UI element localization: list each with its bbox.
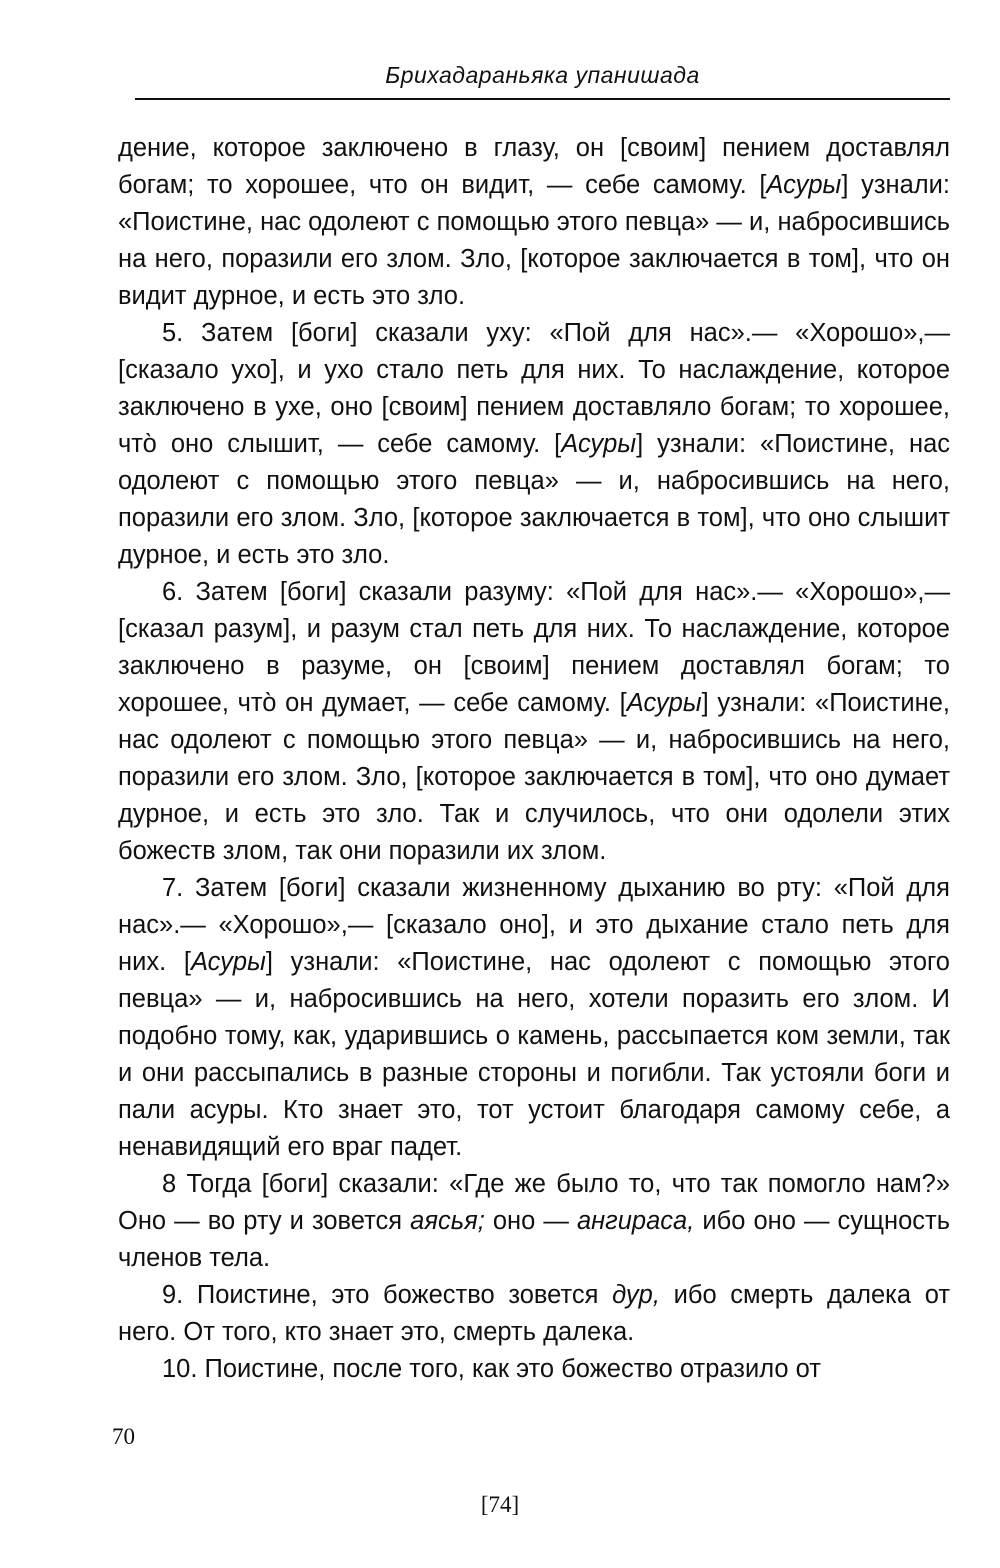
paragraph-8: 8 Тогда [боги] сказали: «Где же было то, что так помогло нам?» Оно — во рту и зовется аясья; оно — ангираса, ибо оно — сущность членов тела. [118, 1170, 951, 1272]
paragraph-6: 6. Затем [боги] сказали разуму: «Пой для нас».— «Хорошо»,— [сказал разум], и разум стал петь для них. То наслаждение, которое заключено в разуме, он [своим] пением доставлял богам; то хорошее, что̀ он думает, — себе самому. [Асуры] узнали: «Поистине, нас одолеют с помощью этого певца» — и, набросившись на него, поразили его злом. Зло, [которое заключается в том], что оно думает дурное, и есть это зло. Так и случилось, что они одолели этих божеств злом, так они поразили их злом. [118, 578, 950, 865]
header-rule [135, 98, 950, 100]
scan-page-index: [74] [480, 1492, 520, 1517]
paragraph-9: 9. Поистине, это божество зовется дур, ибо смерть далека от него. От того, кто знает это, смерть далека. [118, 1281, 950, 1346]
paragraph-7: 7. Затем [боги] сказали жизненному дыханию во рту: «Пой для нас».— «Хорошо»,— [сказало оно], и это дыхание стало петь для них. [Асуры] узнали: «Поистине, нас одолеют с помощью этого певца» — и, набросившись на него, хотели поразить его злом. И подобно тому, как, ударившись о камень, рассыпается ком земли, так и они рассыпались в разные стороны и погибли. Так устояли боги и пали асуры. Кто знает это, тот устоит благодаря самому себе, а ненавидящий его враг падет. [118, 874, 950, 1161]
paragraph-10: 10. Поистине, после того, как это божество отразило от [162, 1355, 821, 1383]
running-title: Брихадараньяка упанишада [385, 62, 700, 88]
page-number: 70 [112, 1424, 135, 1449]
page-body [118, 130, 950, 1388]
paragraph-continuation: дение, которое заключено в глазу, он [своим] пением доставлял богам; то хорошее, что он видит, — себе самому. [Асуры] узнали: «Поистине, нас одолеют с помощью этого певца» — и, набросившись на него, поразили его злом. Зло, [которое заключается в том], что он видит дурное, и есть это зло. [118, 134, 950, 310]
paragraph-5: 5. Затем [боги] сказали уху: «Пой для нас».— «Хорошо»,— [сказало ухо], и ухо стало петь для них. То наслаждение, которое заключено в ухе, оно [своим] пением доставляло богам; то хорошее, что̀ оно слышит, — себе самому. [Асуры] узнали: «Поистине, нас одолеют с помощью этого певца» — и, набросившись на него, поразили его злом. Зло, [которое заключается в том], что оно слышит дурное, и есть это зло. [118, 319, 950, 569]
